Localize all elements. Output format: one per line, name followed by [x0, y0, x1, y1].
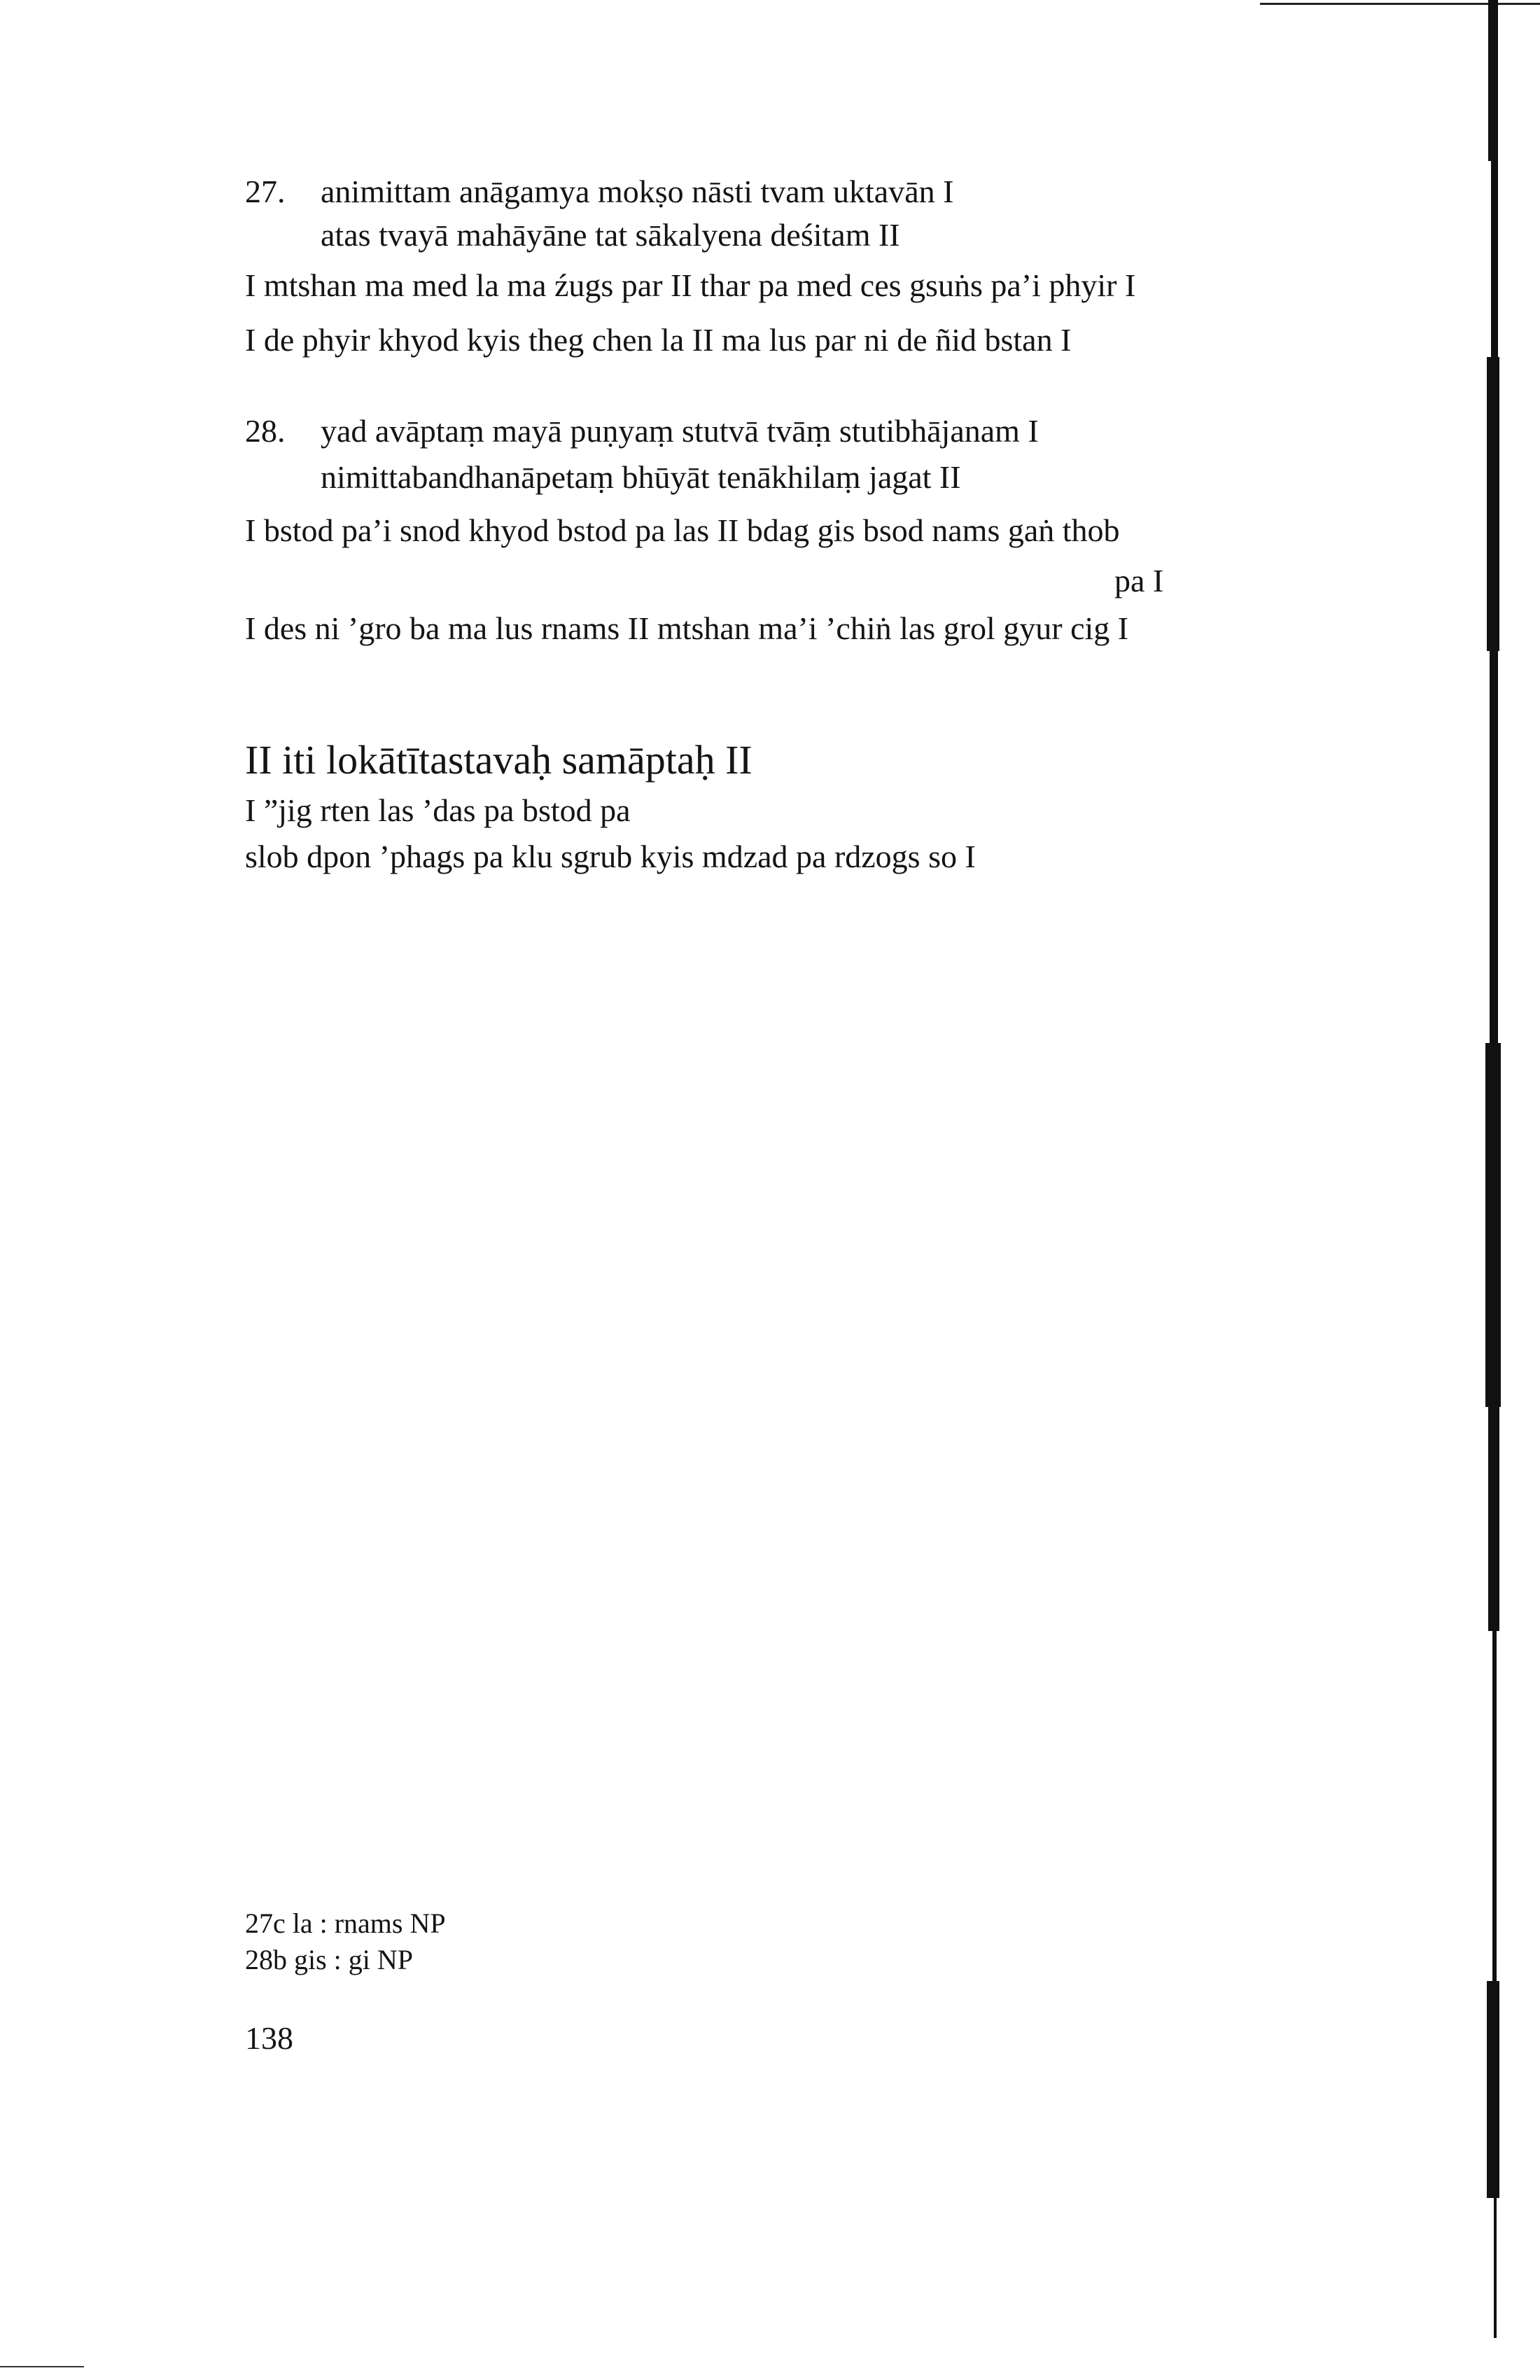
verse-27-number: 27. [245, 174, 286, 209]
bottom-edge-mark [0, 2366, 84, 2367]
verse-27-tibetan-line-2: I de phyir khyod kyis theg chen la II ma lus par ni de ñid bstan I [245, 322, 1072, 358]
colophon-title: II iti lokātītastavaḥ samāptaḥ II [245, 737, 752, 783]
binding-shadow [1478, 0, 1520, 2338]
verse-28-sanskrit-line-2: nimittabandhanāpetaṃ bhūyāt tenākhilaṃ jagat II [321, 459, 961, 495]
verse-27-sanskrit-line-1: animittam anāgamya mokṣo nāsti tvam uktavān I [321, 174, 954, 209]
verse-28-tibetan-line-2: I des ni ’gro ba ma lus rnams II mtshan ma’i ’chiṅ las grol gyur cig I [245, 610, 1129, 646]
footnote-27c: 27c la : rnams NP [245, 1907, 446, 1939]
verse-28-sanskrit-line-1: yad avāptaṃ mayā puṇyaṃ stutvā tvāṃ stutibhājanam I [321, 413, 1039, 449]
footnote-28b: 28b gis : gi NP [245, 1944, 414, 1975]
verse-28-tibetan-line-1: I bstod pa’i snod khyod bstod pa las II bdag gis bsod nams gaṅ thob [245, 512, 1120, 548]
colophon-tibetan-line-1: I ”jig rten las ’das pa bstod pa [245, 792, 631, 828]
page-number: 138 [245, 2020, 293, 2056]
verse-27-sanskrit-line-2: atas tvayā mahāyāne tat sākalyena deśitam II [321, 217, 900, 253]
colophon-tibetan-line-2: slob dpon ’phags pa klu sgrub kyis mdzad pa rdzogs so I [245, 839, 976, 874]
verse-28-number: 28. [245, 413, 286, 449]
verse-27-tibetan-line-1: I mtshan ma med la ma źugs par II thar pa med ces gsuṅs pa’i phyir I [245, 267, 1136, 303]
verse-28-tibetan-line-1-continuation: pa I [1114, 563, 1164, 598]
